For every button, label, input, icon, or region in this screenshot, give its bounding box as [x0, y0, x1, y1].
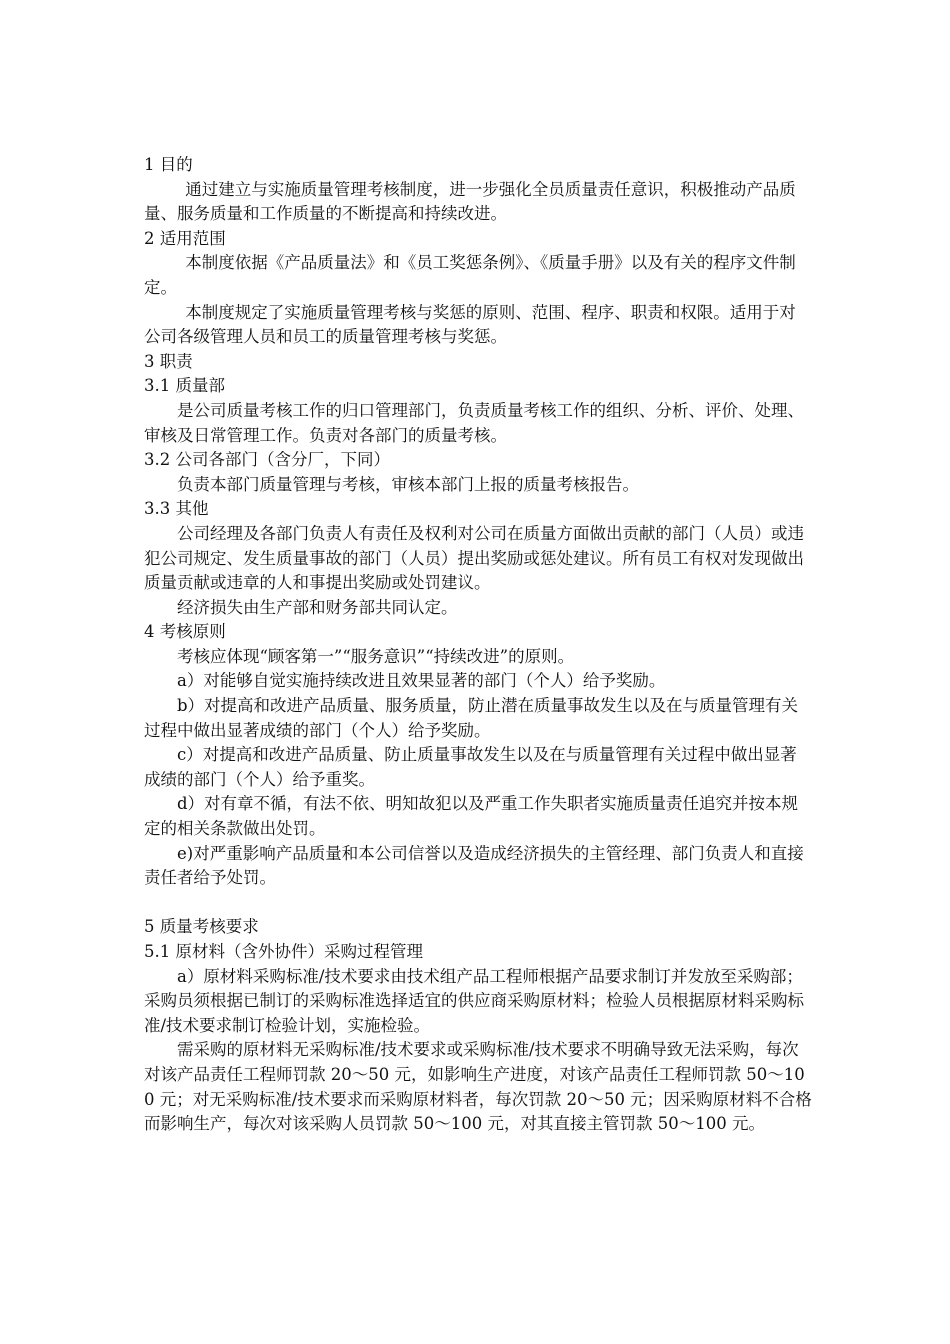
list-item-d: d）对有章不循，有法不依、明知故犯以及严重工作失职者实施质量责任追究并按本规定的相关条款做出处罚。 [144, 794, 799, 839]
paragraph: 经济损失由生产部和财务部共同认定。 [177, 597, 458, 617]
list-item-a: a）对能够自觉实施持续改进且效果显著的部门（个人）给予奖励。 [177, 671, 666, 691]
paragraph: 考核应体现“顾客第一”“服务意识”“持续改进”的原则。 [177, 646, 575, 666]
paragraph: 通过建立与实施质量管理考核制度，进一步强化全员质量责任意识，积极推动产品质量、服务质量和工作质量的不断提高和持续改进。 [144, 179, 796, 224]
document-body [144, 153, 812, 1137]
list-item-c: c）对提高和改进产品质量、防止质量事故发生以及在与质量管理有关过程中做出显著成绩的部门（个人）给予重奖。 [144, 745, 797, 789]
subheading-departments: 3.2 公司各部门（含分厂，下同） [144, 450, 390, 470]
paragraph: 负责本部门质量管理与考核，审核本部门上报的质量考核报告。 [177, 474, 639, 494]
heading-principles: 4 考核原则 [144, 622, 226, 642]
paragraph: 本制度规定了实施质量管理考核与奖惩的原则、范围、程序、职责和权限。适用于对公司各级管理人员和员工的质量管理考核与奖惩。 [144, 302, 796, 347]
subheading-other: 3.3 其他 [144, 499, 209, 519]
paragraph: 本制度依据《产品质量法》和《员工奖惩条例》、《质量手册》以及有关的程序文件制定。 [144, 253, 796, 297]
subheading-quality-dept: 3.1 质量部 [144, 376, 225, 396]
paragraph: a）原材料采购标准/技术要求由技术组产品工程师根据产品要求制订并发放至采购部；采购员须根据已制订的采购标准选择适宜的供应商采购原材料；检验人员根据原材料采购标准/技术要求制订检验计划，实施检验。 [144, 966, 804, 1035]
heading-requirements: 5 质量考核要求 [144, 917, 259, 937]
blank-line [144, 891, 812, 916]
paragraph: 是公司质量考核工作的归口管理部门，负责质量考核工作的组织、分析、评价、处理、审核及日常管理工作。负责对各部门的质量考核。 [144, 400, 804, 445]
list-item-e: e)对严重影响产品质量和本公司信誉以及造成经济损失的主管经理、部门负责人和直接责任者给予处罚。 [144, 843, 804, 888]
heading-purpose: 1 目的 [144, 155, 193, 174]
heading-scope: 2 适用范围 [144, 228, 226, 248]
subheading-procurement: 5.1 原材料（含外协件）采购过程管理 [144, 942, 423, 961]
paragraph: 公司经理及各部门负责人有责任及权利对公司在质量方面做出贡献的部门（人员）或违犯公司规定、发生质量事故的部门（人员）提出奖励或惩处建议。所有员工有权对发现做出质量贡献或违章的人和事提出奖励或处罚建议。 [144, 523, 804, 593]
heading-responsibilities: 3 职责 [144, 351, 193, 371]
paragraph: 需采购的原材料无采购标准/技术要求或采购标准/技术要求不明确导致无法采购，每次对该产品责任工程师罚款 20～50 元，如影响生产进度，对该产品责任工程师罚款 50～100 元；对无采购标准/技术要求而采购原材料者，每次罚款 20～50 元；因采购原材料不合格而影响生产，每次对该采购人员罚款 50～100 元，对其直接主管罚款 50～100 元。 [144, 1040, 812, 1134]
list-item-b: b）对提高和改进产品质量、服务质量，防止潜在质量事故发生以及在与质量管理有关过程中做出显著成绩的部门（个人）给予奖励。 [144, 696, 799, 740]
